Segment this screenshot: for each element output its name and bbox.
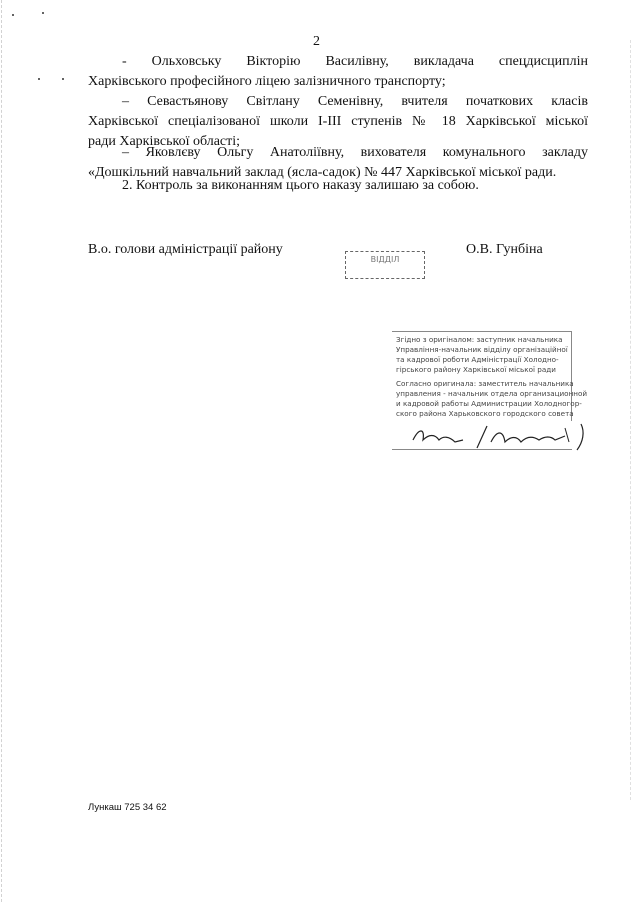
paragraph-line: Харківського професійного ліцею залізничного транспорту;	[88, 74, 446, 89]
paragraph-line: – Яковлєву Ольгу Анатоліївну, вихователя комунального закладу	[122, 145, 588, 160]
scan-edge-right	[630, 40, 631, 800]
small-stamp	[345, 251, 425, 279]
stamp-line: ского района Харьковского городского совета	[396, 409, 574, 418]
scan-speck	[42, 12, 44, 14]
stamp-line: та кадрової роботи Адміністрації Холодно-	[396, 355, 559, 364]
paragraph-line: Харківської спеціалізованої школи І-ІІІ ступенів № 18 Харківської міської	[88, 114, 588, 129]
small-stamp-text: ВІДДІЛ	[370, 255, 400, 264]
stamp-line: и кадровой работы Администрации Холодногор-	[396, 399, 582, 408]
paragraph-line: - Ольховську Вікторію Василівну, викладача спецдисциплін	[122, 54, 588, 69]
stamp-frame-top	[392, 331, 572, 332]
stamp-line: гірського району Харківської міської ради	[396, 365, 556, 374]
handwritten-signature	[405, 418, 590, 454]
signatory-position: В.о. голови адміністрації району	[88, 242, 283, 257]
scan-speck	[12, 14, 14, 16]
signatory-name: О.В. Гунбіна	[466, 242, 543, 257]
stamp-line: управления - начальник отдела организационной	[396, 389, 588, 398]
control-clause: 2. Контроль за виконанням цього наказу залишаю за собою.	[122, 178, 479, 193]
stamp-line: Згідно з оригіналом: заступник начальника	[396, 335, 563, 344]
stamp-line: Управління-начальник відділу організаційної	[396, 345, 568, 354]
footer-contact: Лункаш 725 34 62	[88, 802, 167, 813]
paragraph-olkhovska	[88, 52, 588, 92]
page-number: 2	[313, 34, 320, 49]
scan-speck	[38, 78, 40, 80]
paragraph-line: – Севастьянову Світлану Семенівну, вчителя початкових класів	[122, 94, 588, 109]
paragraph-line: ради Харківської області;	[88, 134, 241, 149]
scan-speck	[62, 78, 64, 80]
scan-edge-left	[1, 0, 2, 902]
stamp-line: Согласно оригинала: заместитель начальника	[396, 379, 574, 388]
paragraph-line: «Дошкільний навчальний заклад (ясла-садок) № 447 Харківської міської ради.	[88, 165, 557, 180]
